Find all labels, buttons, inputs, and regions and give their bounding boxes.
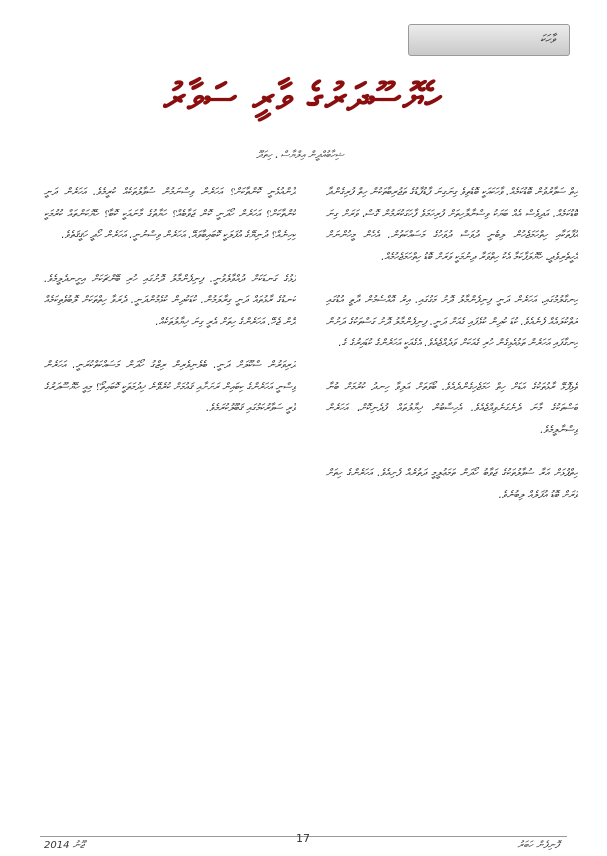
section-label: ވާހަކަ <box>540 32 555 46</box>
magazine-name: ފޮނިފެން ހަބަރު <box>517 840 559 851</box>
paragraph: ފަޅުގެ ގަނޑަކަށް ދުއްވާލެވުނީ. ފިނިފެންމާލު ދޮށުގައި ހުރި ބޭންޗަކަށް އިށީނދެލީމެވެ. ކަނޑުގެ ރާޅުތައް ދަނީ ގިރާލަމުން. ކުޑަކުދިން ކުޅެމުންދަނީ. ދެރަވާ ހިތްތަކަށް ލޮބުވެތިކަމެއް ދޭން ޖެހޭ. އަހަރެންގެ ހިތަށް އެރީ ގިނަ ޚިޔާލުތަކެއް. <box>44 273 296 328</box>
paragraph: ހިތް ސަވާރުވުން ބޮޑުކަމެއް. ވާހަކައަކީ ބޮޑެތިވެ ގިނަގިނަ ފާޑުފާޑުގެ ތަޖުރިބާތަކުން ހިތް ފުރިގެންދާ ބޮޑުކަމެއް. އަދިވެސް އެއް ބަޔަކު ވިސްނާލާހިތަށް ފުރިހަމަވެ ފާހަގަކުރަމުން ގޮސް، ވަރަށް ގިނަ އުފާތަކާއި ހިތްހަމަޖެހުން ލިބެނީ ދުވަސް ދުވަހުގެ މަސައްކަތުން. އެހެން މީހުންނަށް އެހީތެރިވެދީ، ހެޔޮލަފާކަމާ އެކު ހިތްވަރާ ދިނުމަކީ ވަރަށް ބޮޑު ހިތްހަމަޖެހުމެއް. <box>326 187 578 263</box>
page-footer <box>0 832 607 854</box>
section-tab <box>408 24 570 56</box>
page-number: 17 <box>296 832 310 845</box>
paragraph: ދާންއުޅެނީ ކޮންތާކަށް؟ އަހަރެން ވިސްނަމުން ސުވާލުތަކެއް ކުރީމެވެ. އަހަރެން ދަނީ ކޮންތާކަށް؟ އަހަރެން ހޯދަނީ ކޮން ޖަވާބެއް؟ ހަޔާތުގެ މާނައަކީ ކޮބާ؟ ހެޔޮކަންތައް ކުރުމަކީ ކިހިނެއް؟ ދުނިޔޭގެ އުފަލަކީ ކޮބައިބާވައޭ. އަހަރެން ވިސްނުނީ. އަހަރެން ހޯދީ ހަޤީޤަތެވެ. <box>44 187 296 241</box>
column-right <box>326 182 578 822</box>
article-title: ހެޔޮސޫދަރުގެ ވާރީ ސަވާރު <box>163 74 444 119</box>
footer-date: ޖޫނު 2014 <box>44 840 85 851</box>
article-byline: ޝިހާބުއްދީން އިލްޔާސް ، ހިތަދޫ <box>256 150 344 161</box>
paragraph: ތެޅިފޮޅޭ ރާޅުތަކުގެ އަޑަށް ހިތް ހަމަޖެހިގެންދެއެވެ. ބޯވަތަށް އަލިވާ ހިނދު ކުރުމަށް ބުނާ ބަސްތަކުގެ މާނަ ދެނެގަނެވިއްޖެއެވެ. އެހިސާބުން ޚިޔާލުތައް ފުދެނިކޮށް، އަހަރެން ވިސްނާލީމެވެ. <box>326 381 578 436</box>
column-left <box>44 182 296 822</box>
paragraph: ދަރިވަރުން ސްކޫލަށް ދަނީ. ބެލެނިވެރިން ރިޒްގު ހޯދަން މަސައްކަތްކުރަނީ. އަހަރެން ވިސްނީ އަހަރެންގެ ކިބައިން ރަށަށާއި ޤައުމަށް ކުރެވޭނެ ޚިދުމަތަކީ ކޮބައިތޯ؟ މިއީ ހެޔޮސޫދަރުގެ ވާރީ ސަވާރުކަމުގައި ޤަބޫލުކުރަމެވެ. <box>44 360 296 414</box>
paragraph: ހިތްޕުޅަށް އަރާ ސުވާލުތަކުގެ ޖަވާބު ހޯދަން ތަމަޢުލީމީ ދަތުރެއް ފެށިއެވެ. އަހަރެންގެ ހިތަށް ވަރަށް ބޮޑު އުފަލެއް ލިބުނެވެ. <box>326 468 578 501</box>
paragraph: ހިނގާލުމުގައި، އަހަރެން ދަނީ ފިނިފެންމާލު ދޮށު މަގުގައި. އިރު އޮއްސެމުން ދާތީ އުޑުގައި ރަތްކުލައެއް ފެނެއެވެ. ކުޑަ ކުދިން ކުޅެފައި ގެއަށް ދަނީ. ފިނިފެންމާލު ދޮށު ގަސްތަކުގެ ދަށުން ހިނގާފައި އަހަރެން ތަޅުއެޅިގެން ހުރި ގެއަކަށް ވަދެއްޖެއެވެ. އެގެއަކީ އަހަރެންގެ ކުޑައިރުގެ ގެ. <box>326 295 578 349</box>
